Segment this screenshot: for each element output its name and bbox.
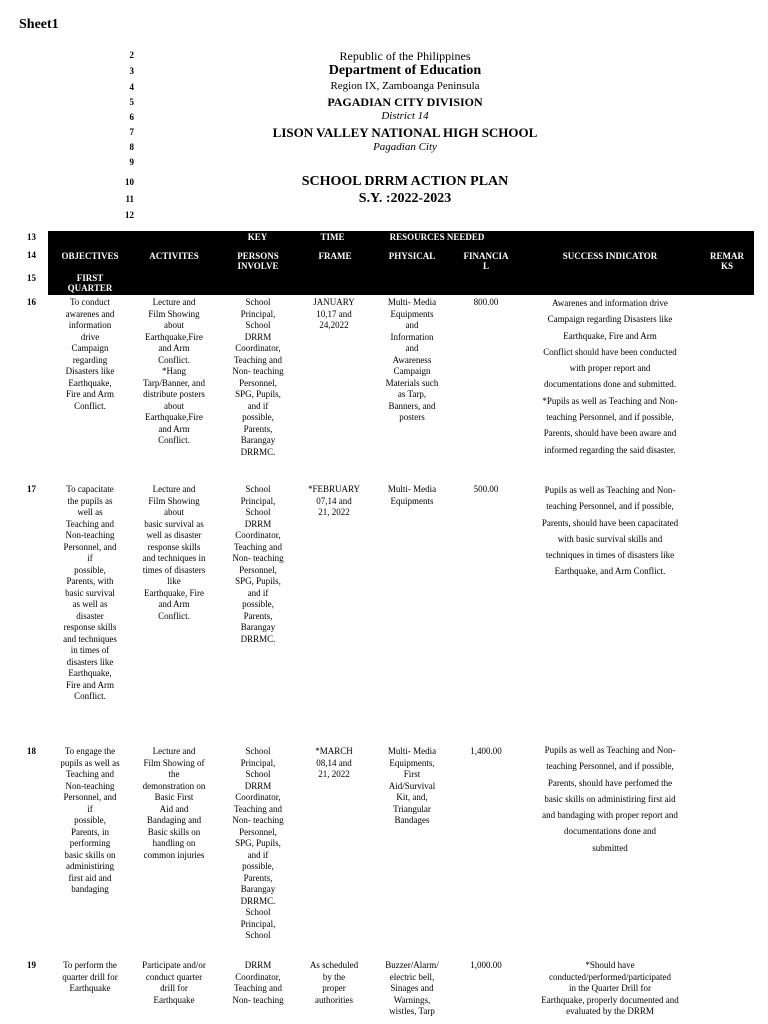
activity-cell: Lecture and Film Showing about Earthquake,Fire and Arm Conflict. *Hang Tarp/Banner, and distribute posters about Earthquake,Fire and Arm Conflict.	[143, 297, 205, 445]
activity-cell: Lecture and Film Showing about basic survival as well as disaster response skills and techniques in times of disasters like Earthquake, Fire and Arm Conflict.	[142, 484, 206, 621]
physical-resources-cell: Buzzer/Alarm/ electric bell, Sinages and Warnings, wistles, Tarp	[385, 960, 439, 1016]
time-frame-cell: As scheduled by the proper authorities	[309, 960, 359, 1005]
city-line: Pagadian City	[373, 141, 437, 153]
objective-cell: To perform the quarter drill for Earthquake	[62, 960, 118, 993]
time-frame-cell: *MARCH 08,14 and 21, 2022	[315, 746, 353, 779]
row-number: 12	[125, 210, 134, 220]
col-header-resources: RESOURCES NEEDED	[389, 232, 485, 242]
col-header-key: KEY	[247, 232, 268, 242]
success-indicator-cell: *Should have conducted/performed/participated in the Quarter Drill for Earthquake, properly documented and evaluated by the DRRM	[541, 960, 679, 1016]
col-header-remarks: REMAR KS	[710, 251, 744, 271]
physical-resources-cell: Multi- Media Equipments	[387, 484, 437, 506]
objective-cell: To engage the pupils as well as Teaching and Non-teaching Personnel, and if possible, Parents, in performing basic skills on administiring first aid and bandaging	[60, 746, 120, 894]
row-number: 2	[129, 50, 134, 60]
republic-line: Republic of the Philippines	[339, 49, 471, 63]
row-number: 3	[129, 66, 134, 76]
row-number: 9	[129, 157, 134, 167]
row-number: 7	[129, 127, 134, 137]
col-header-physical: PHYSICAL	[388, 251, 436, 261]
quarter-label: FIRST QUARTER	[67, 273, 113, 293]
persons-cell: School Principal, School DRRM Coordinator, Teaching and Non- teaching Personnel, SPG, Pupils, and if possible, Parents, Barangay DRRMC.	[232, 297, 284, 457]
row-number: 18	[27, 746, 36, 756]
objective-cell: To conduct awarenes and information drive Campaign regarding Disasters like Earthquake, Fire and Arm Conflict.	[65, 297, 115, 411]
col-header-objectives: OBJECTIVES	[61, 251, 119, 261]
row-number: 4	[129, 82, 134, 92]
col-header-success: SUCCESS INDICATOR	[562, 251, 658, 261]
objective-cell: To capacitate the pupils as well as Teaching and Non-teaching Personnel, and if possible, Parents, with basic survival as well as disaster response skills and techniques in times of disasters like Earthquake, Fire and Arm Conflict.	[63, 484, 117, 701]
activity-cell: Lecture and Film Showing of the demonstration on Basic First Aid and Bandaging and Basic skills on handling on common injuries	[142, 746, 206, 860]
persons-cell: School Principal, School DRRM Coordinator, Teaching and Non- teaching Personnel, SPG, Pupils, and if possible, Parents, Barangay DRRMC. School Principal, School	[232, 746, 284, 940]
row-number: 5	[129, 97, 134, 107]
row-number: 13	[27, 232, 36, 242]
col-header-time: TIME	[320, 232, 345, 242]
row-number: 14	[27, 250, 36, 260]
row-number: 6	[129, 112, 134, 122]
col-header-persons: PERSONS INVOLVE	[237, 251, 279, 271]
row-number: 17	[27, 484, 36, 494]
row-number: 15	[27, 273, 36, 283]
time-frame-cell: *FEBRUARY 07,14 and 21, 2022	[307, 484, 360, 517]
row-number: 11	[125, 194, 134, 204]
time-frame-cell: JANUARY 10,17 and 24,2022	[313, 297, 355, 330]
sheet-title: Sheet1	[19, 17, 59, 32]
persons-cell: School Principal, School DRRM Coordinator, Teaching and Non- teaching Personnel, SPG, Pupils, and if possible, Parents, Barangay DRRMC.	[232, 484, 284, 644]
district-line: District 14	[381, 110, 429, 122]
physical-resources-cell: Multi- Media Equipments, First Aid/Survival Kit, and, Triangular Bandages	[387, 746, 437, 825]
school-year: S.Y. :2022-2023	[358, 191, 452, 206]
plan-title: SCHOOL DRRM ACTION PLAN	[301, 174, 509, 189]
col-header-financial: FINANCIA L	[463, 251, 509, 271]
col-header-activities: ACTIVITES	[149, 251, 199, 261]
financial-cell: 1,400.00	[470, 746, 502, 756]
row-number: 8	[129, 142, 134, 152]
success-indicator-cell: Awarenes and information drive Campaign regarding Disasters like Earthquake, Fire and Arm Conflict should have been conducted with proper report and documentations done and submitted. *Pupils as well as Teaching and Non- teaching Personnel, and if possible, Parents, should have been aware and informed regarding the said disaster.	[542, 298, 678, 455]
row-number: 19	[27, 960, 36, 970]
region-line: Region IX, Zamboanga Peninsula	[330, 80, 480, 92]
financial-cell: 800.00	[473, 297, 499, 307]
department-line: Department of Education	[328, 63, 482, 78]
success-indicator-cell: Pupils as well as Teaching and Non- teaching Personnel, and if possible, Parents, should have perfomed the basic skills on administiring first aid and bandaging with proper report and documentations done and submitted	[542, 745, 678, 853]
division-line: PAGADIAN CITY DIVISION	[327, 95, 483, 109]
col-header-frame: FRAME	[318, 251, 352, 261]
persons-cell: DRRM Coordinator, Teaching and Non- teaching	[232, 960, 284, 1005]
school-name: LISON VALLEY NATIONAL HIGH SCHOOL	[272, 125, 538, 140]
row-number: 16	[27, 297, 36, 307]
success-indicator-cell: Pupils as well as Teaching and Non- teaching Personnel, and if possible, Parents, should have been capacitated with basic survival skills and techniques in times of disasters like Earthquake, and Arm Conflict.	[541, 485, 679, 577]
physical-resources-cell: Multi- Media Equipments and Information and Awareness Campaign Materials such as Tarp, Banners, and posters	[385, 297, 439, 422]
activity-cell: Participate and/or conduct quarter drill for Earthquake	[142, 960, 206, 1005]
financial-cell: 500.00	[473, 484, 499, 494]
financial-cell: 1,000.00	[470, 960, 502, 970]
row-number: 10	[125, 177, 134, 187]
